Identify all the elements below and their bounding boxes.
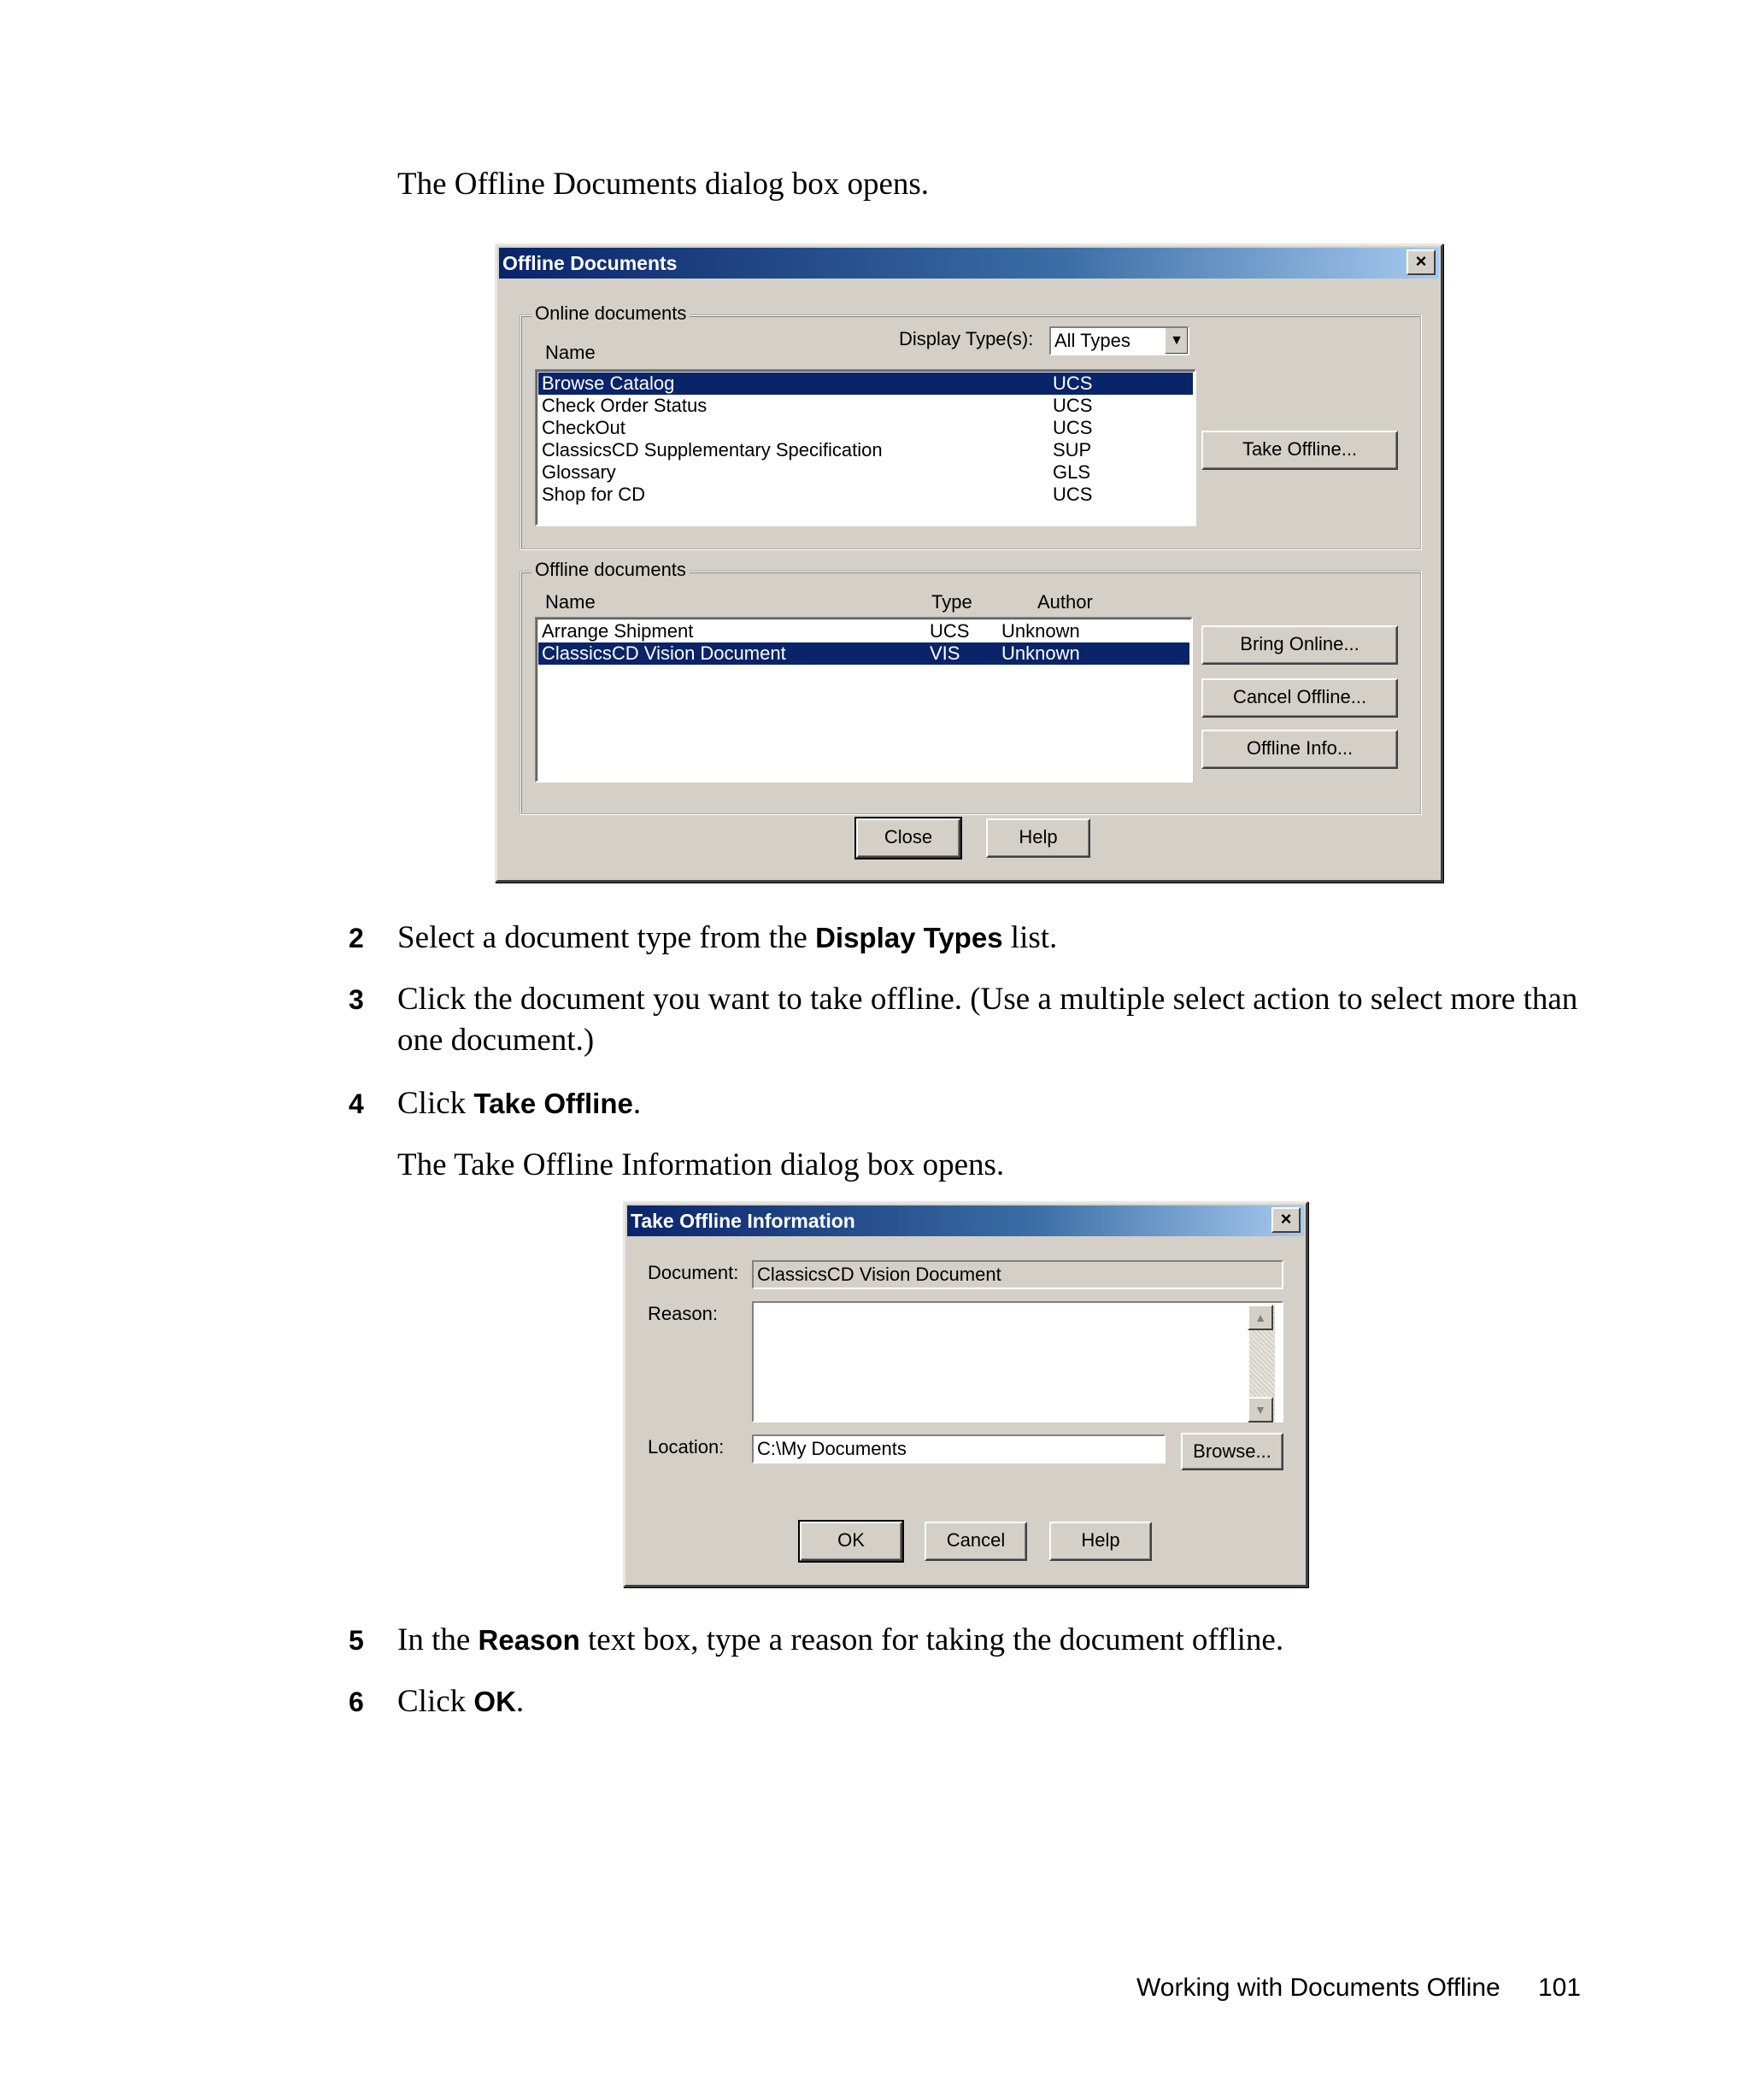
cancel-button[interactable]: Cancel — [925, 1522, 1027, 1561]
scroll-up-icon[interactable]: ▲ — [1248, 1305, 1273, 1330]
dialog-titlebar — [499, 248, 1439, 279]
close-icon[interactable]: × — [1271, 1207, 1301, 1233]
offline-documents-label: Offline documents — [531, 559, 690, 581]
reason-label: Reason: — [648, 1303, 718, 1324]
ok-button[interactable]: OK — [800, 1522, 902, 1561]
online-documents-label: Online documents — [531, 302, 690, 325]
offline-documents-list[interactable] — [535, 617, 1193, 783]
take-offline-button[interactable]: Take Offline... — [1201, 431, 1398, 470]
list-item[interactable]: Arrange Shipment UCS Unknown — [542, 620, 1080, 642]
list-item[interactable]: Shop for CD UCS — [542, 484, 1093, 505]
offline-type-header: Type — [931, 591, 972, 613]
cancel-offline-button[interactable]: Cancel Offline... — [1201, 678, 1398, 718]
browse-button[interactable]: Browse... — [1181, 1433, 1283, 1470]
offline-documents-dialog — [495, 243, 1443, 883]
reason-textarea[interactable] — [752, 1301, 1283, 1422]
take-offline-information-dialog — [623, 1201, 1308, 1587]
list-item[interactable]: ClassicsCD Supplementary Specification SUP — [542, 439, 1092, 460]
close-icon[interactable]: × — [1406, 249, 1436, 275]
location-label: Location: — [648, 1436, 725, 1458]
close-button[interactable]: Close — [856, 818, 960, 858]
display-type-label: Display Type(s): — [899, 328, 1034, 349]
help-button[interactable]: Help — [1049, 1522, 1152, 1561]
list-item[interactable]: ClassicsCD Vision Document VIS Unknown — [538, 642, 1189, 665]
bring-online-button[interactable]: Bring Online... — [1201, 625, 1398, 665]
display-type-value: All Types — [1054, 330, 1130, 351]
dialog-titlebar — [627, 1205, 1304, 1236]
list-item[interactable]: Glossary GLS — [542, 461, 1091, 483]
name-column-header: Name — [545, 342, 596, 363]
display-type-select[interactable] — [1049, 326, 1189, 355]
offline-author-header: Author — [1037, 591, 1093, 613]
list-item[interactable]: CheckOut UCS — [542, 417, 1093, 438]
help-button[interactable]: Help — [986, 818, 1090, 858]
chevron-down-icon[interactable]: ▼ — [1164, 328, 1188, 354]
list-item[interactable]: Check Order Status UCS — [542, 395, 1093, 416]
list-item[interactable]: Browse Catalog UCS — [538, 372, 1193, 395]
offline-info-button[interactable]: Offline Info... — [1201, 730, 1398, 769]
dialog-title: Offline Documents — [502, 252, 678, 274]
page-number: 101 — [1538, 1974, 1582, 2002]
reason-scrollbar[interactable] — [1248, 1305, 1275, 1422]
dialog-title: Take Offline Information — [631, 1210, 855, 1232]
footer-section-title: Working with Documents Offline — [1136, 1974, 1500, 2002]
scroll-down-icon[interactable]: ▼ — [1248, 1397, 1273, 1422]
mid-paragraph: The Take Offline Information dialog box opens. — [397, 1147, 1005, 1182]
online-documents-list[interactable] — [535, 369, 1196, 526]
location-input[interactable]: C:\My Documents — [752, 1434, 1166, 1464]
document-field: ClassicsCD Vision Document — [752, 1260, 1283, 1289]
intro-paragraph: The Offline Documents dialog box opens. — [397, 167, 930, 202]
offline-name-header: Name — [545, 591, 596, 613]
document-label: Document: — [648, 1262, 739, 1283]
